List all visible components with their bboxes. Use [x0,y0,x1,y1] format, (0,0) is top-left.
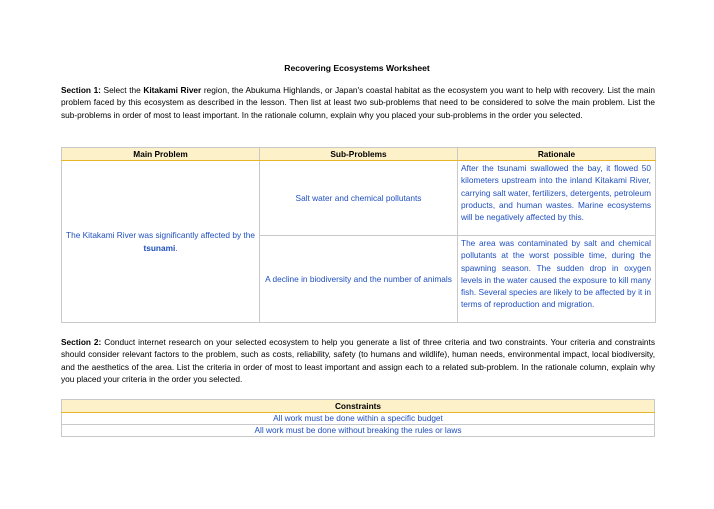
section2-text: Conduct internet research on your selected ecosystem to help you generate a list of three criteria and two constraints. Your criteria and constraints should consider relevant factors to the problem, such as costs, reliability, safety (to humans and wildlife), human needs, environmental impact, local biodiversity, and the aesthetics of the area. List the criteria in order of most to least important and assign each to a related sub-problem. In the rationale column, explain why you placed your criteria in the order you selected. [61,337,655,384]
table-row [62,425,655,437]
main-problem-cell[interactable] [62,161,260,323]
section1-label: Section 1: [61,85,101,95]
section2-label: Section 2: [61,337,102,347]
constraint-1[interactable]: All work must be done within a specific budget [62,413,655,425]
section2-instructions [61,336,655,385]
header-main-problem: Main Problem [62,148,260,161]
section1-text-b: region, the Abukuma Highlands, or Japan's coastal habitat as the ecosystem you want to help with recovery. List the main problem faced by this ecosystem as described in the lesson. Then list at least two sub-problems that need to be considered to solve the main problem. List the sub-problems in order of most to least important. In the rationale column, explain why you placed your sub-problems in the order you selected. [61,85,655,120]
constraints-header-row [62,400,655,413]
rationale-2[interactable]: The area was contaminated by salt and chemical pollutants at the worst possible time, during the spawning season. The sudden drop in oxygen levels in the water caused the exposure to kill many fish. Several species are likely to be affected by it in terms of reproduction and migration. [458,236,656,323]
section1-bold: Kitakami River [143,85,202,95]
sub-problem-1[interactable]: Salt water and chemical pollutants [260,161,458,236]
constraint-2[interactable]: All work must be done without breaking the rules or laws [62,425,655,437]
rationale-1[interactable]: After the tsunami swallowed the bay, it flowed 50 kilometers upstream into the inland Kitakami River, carrying salt water, fertilizers, detergents, petroleum products, and human wastes. Marine ecosystems will be negatively affected by this. [458,161,656,236]
header-rationale: Rationale [458,148,656,161]
section1-instructions [61,84,655,121]
header-sub-problems: Sub-Problems [260,148,458,161]
table-row [62,413,655,425]
problems-table [61,147,656,323]
page-title: Recovering Ecosystems Worksheet [284,63,430,73]
header-constraints: Constraints [62,400,655,413]
sub-problem-2[interactable]: A decline in biodiversity and the number of animals [260,236,458,323]
table-row [62,161,656,236]
main-problem-end: . [175,242,178,253]
problems-table-header-row [62,148,656,161]
main-problem-text: The Kitakami River was significantly affected by the [66,230,255,241]
main-problem-bold: tsunami [143,242,176,253]
section1-text-a: Select the [100,85,144,95]
constraints-table [61,399,655,437]
